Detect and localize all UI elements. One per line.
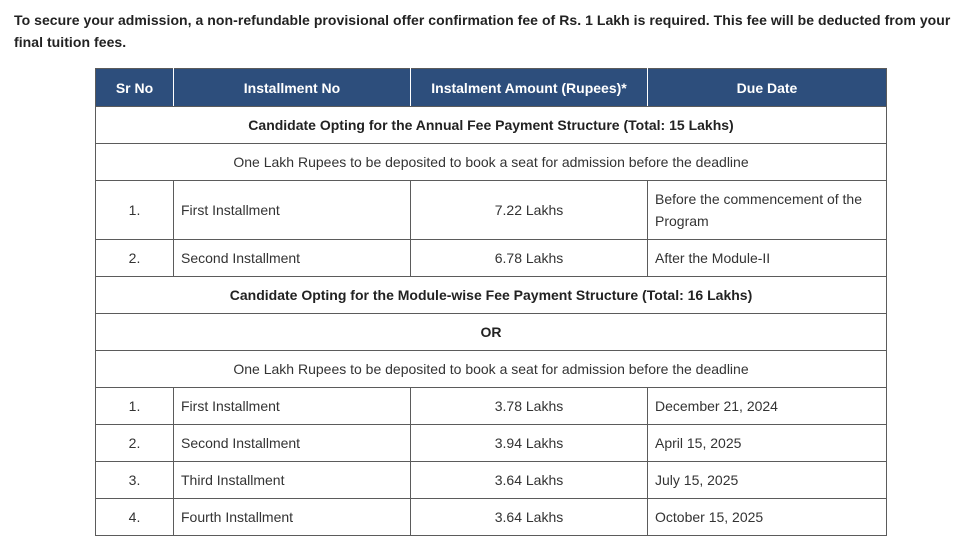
table-row (96, 240, 887, 277)
header-sr-no: Sr No (96, 69, 174, 107)
installment-cell: Fourth Installment (174, 499, 411, 536)
annual-structure-title-row (96, 107, 887, 144)
sr-no-cell: 1. (96, 181, 174, 240)
module-structure-title-row (96, 277, 887, 314)
module-deposit-note: One Lakh Rupees to be deposited to book a seat for admission before the deadline (96, 351, 887, 388)
sr-no-cell: 2. (96, 425, 174, 462)
installment-cell: First Installment (174, 181, 411, 240)
header-due-date: Due Date (648, 69, 887, 107)
due-date-cell: Before the commencement of the Program (648, 181, 887, 240)
amount-cell: 3.64 Lakhs (411, 462, 648, 499)
table-row (96, 425, 887, 462)
installment-cell: Third Installment (174, 462, 411, 499)
table-row (96, 181, 887, 240)
module-deposit-note-row (96, 351, 887, 388)
sr-no-cell: 2. (96, 240, 174, 277)
amount-cell: 3.94 Lakhs (411, 425, 648, 462)
module-structure-title: Candidate Opting for the Module-wise Fee Payment Structure (Total: 16 Lakhs) (96, 277, 887, 314)
amount-cell: 7.22 Lakhs (411, 181, 648, 240)
amount-cell: 3.64 Lakhs (411, 499, 648, 536)
table-row (96, 462, 887, 499)
header-instalment-amount: Instalment Amount (Rupees)* (411, 69, 648, 107)
annual-deposit-note: One Lakh Rupees to be deposited to book a seat for admission before the deadline (96, 144, 887, 181)
or-row (96, 314, 887, 351)
installment-cell: First Installment (174, 388, 411, 425)
due-date-cell: December 21, 2024 (648, 388, 887, 425)
due-date-cell: April 15, 2025 (648, 425, 887, 462)
table-row (96, 388, 887, 425)
sr-no-cell: 1. (96, 388, 174, 425)
sr-no-cell: 4. (96, 499, 174, 536)
due-date-cell: July 15, 2025 (648, 462, 887, 499)
header-installment-no: Installment No (174, 69, 411, 107)
installment-cell: Second Installment (174, 240, 411, 277)
table-header-row (96, 69, 887, 107)
or-label: OR (96, 314, 887, 351)
annual-structure-title: Candidate Opting for the Annual Fee Payment Structure (Total: 15 Lakhs) (96, 107, 887, 144)
fee-intro-text: To secure your admission, a non-refundable provisional offer confirmation fee of Rs. 1 Lakh is required. This fee will be deducted from your final tuition fees. (14, 12, 951, 50)
installment-cell: Second Installment (174, 425, 411, 462)
sr-no-cell: 3. (96, 462, 174, 499)
due-date-cell: October 15, 2025 (648, 499, 887, 536)
amount-cell: 3.78 Lakhs (411, 388, 648, 425)
annual-deposit-note-row (96, 144, 887, 181)
table-row (96, 499, 887, 536)
amount-cell: 6.78 Lakhs (411, 240, 648, 277)
fee-structure-table (95, 68, 887, 536)
due-date-cell: After the Module-II (648, 240, 887, 277)
